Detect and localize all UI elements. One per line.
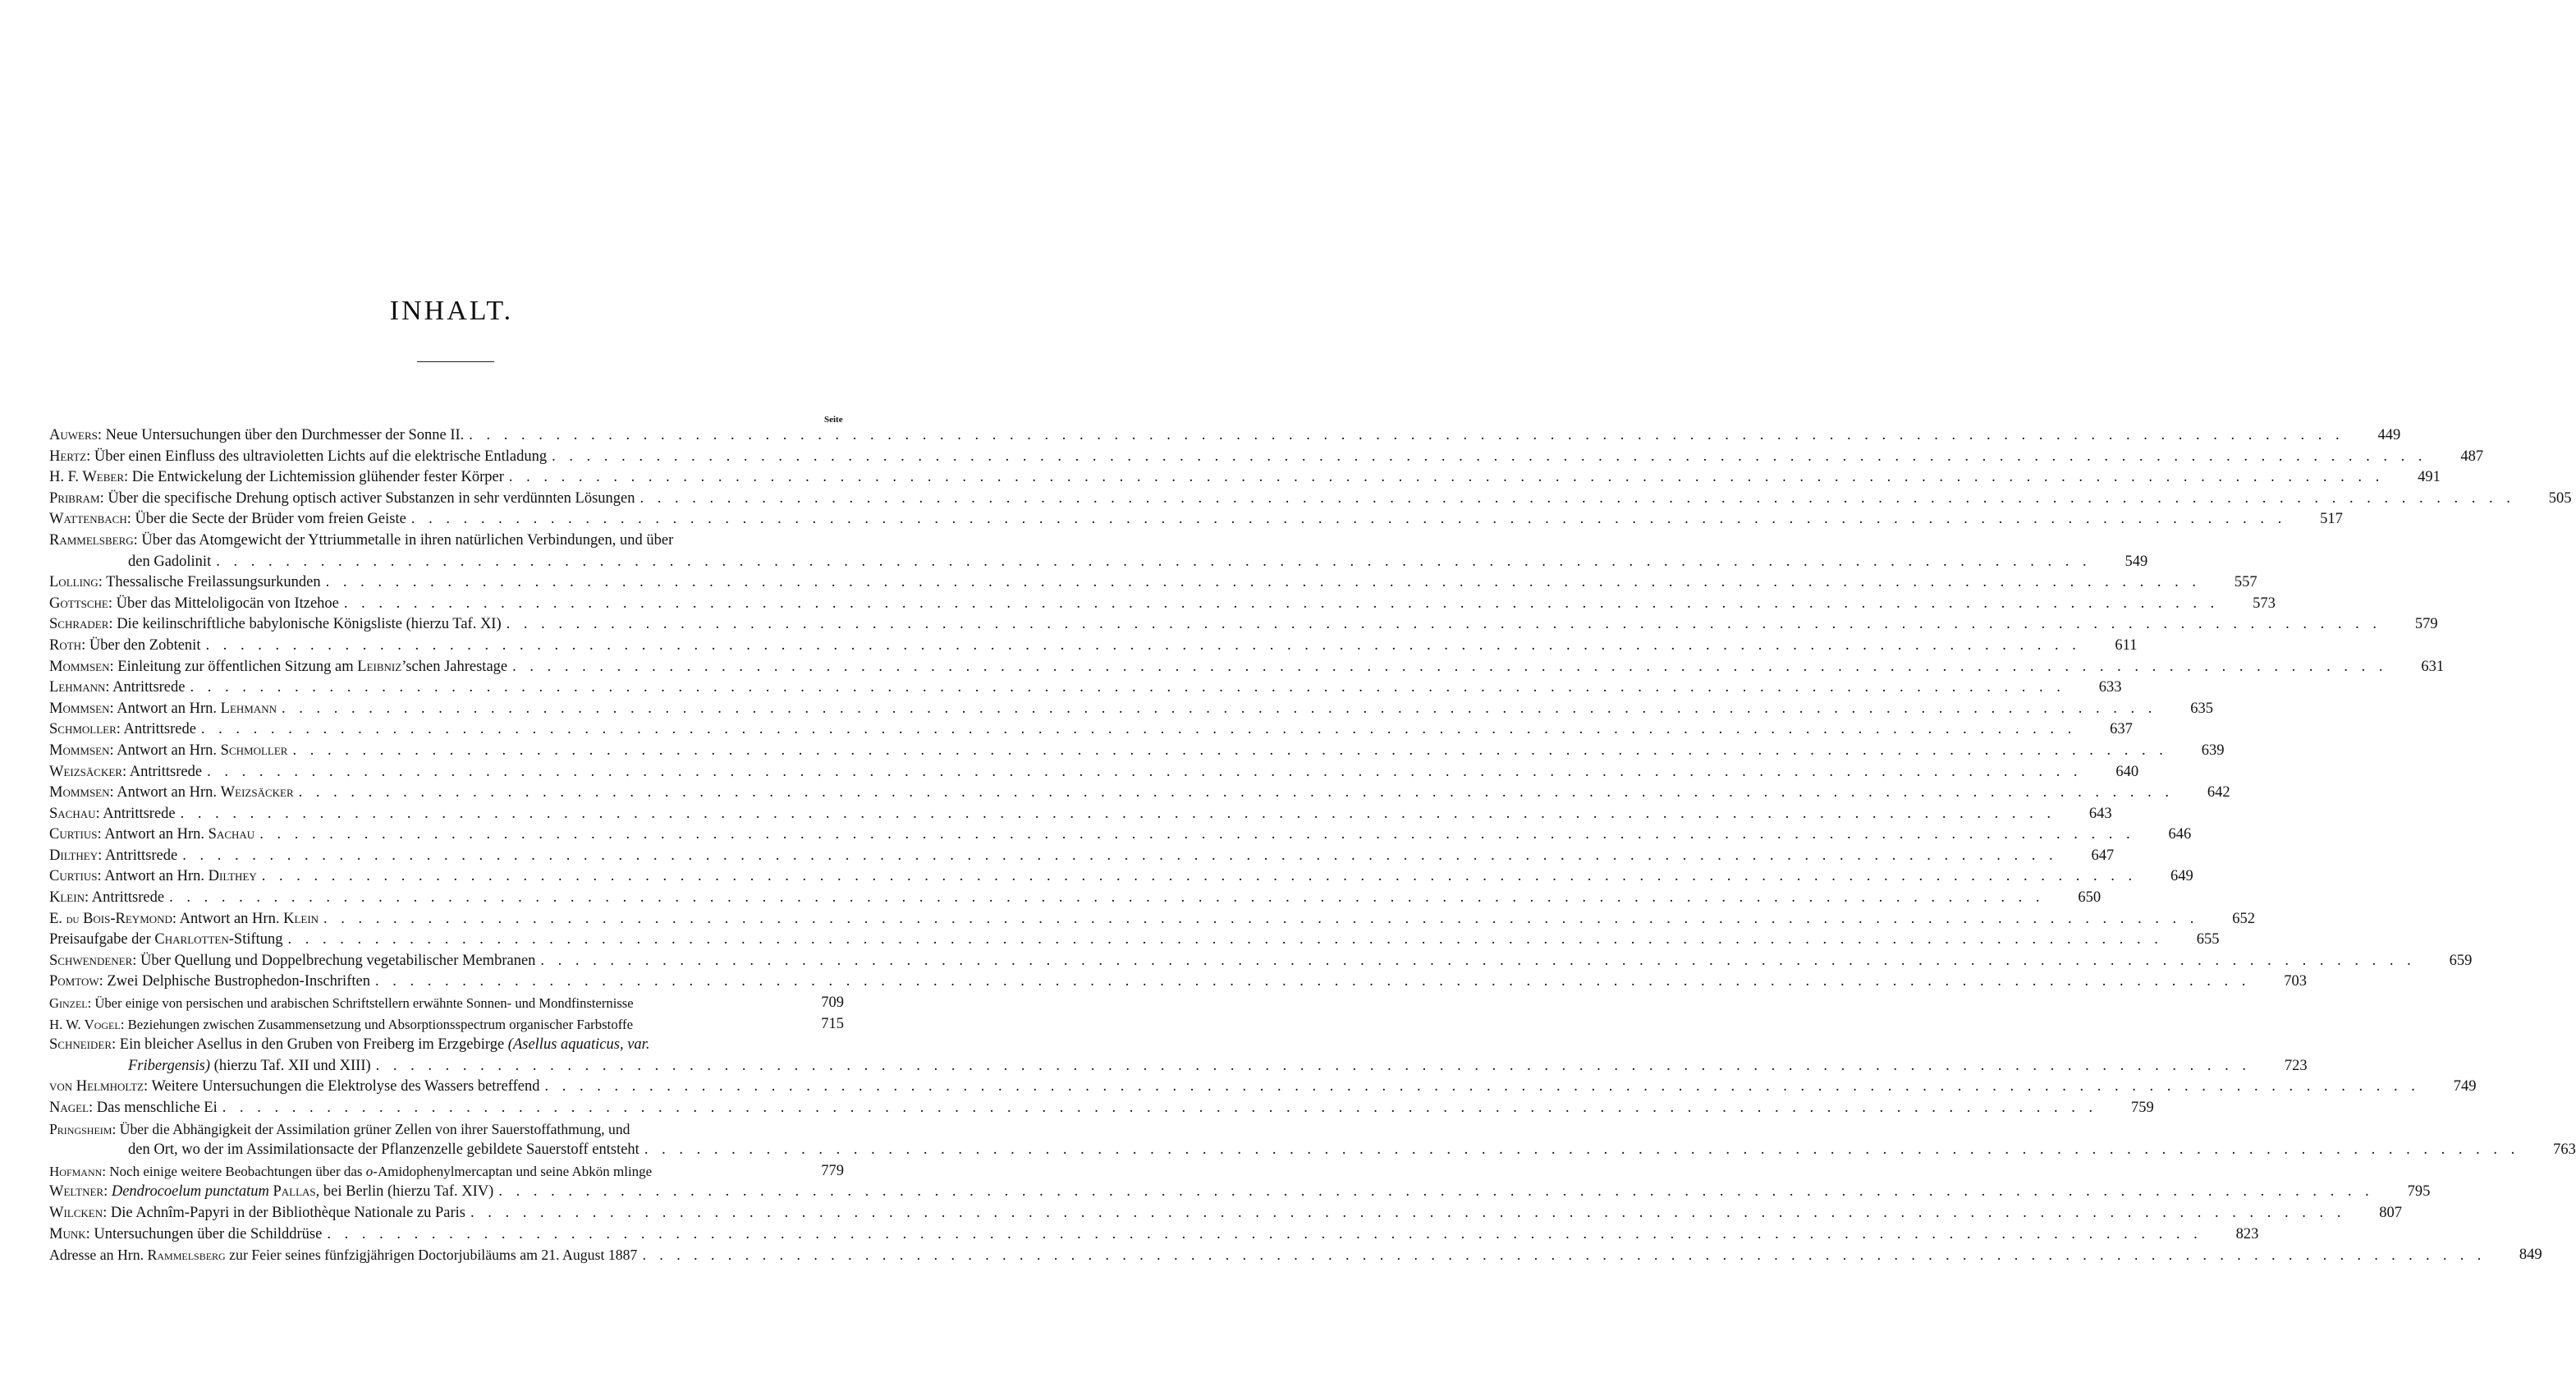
toc-entry: Pringsheim: Über die Abhängigkeit der Assimilation grüner Zellen von ihrer Sauerstoffathmung, und [49, 1120, 630, 1137]
entry-author: Gottsche [49, 595, 108, 612]
entry-title-name: Dilthey [208, 868, 257, 885]
entry-page: 557 [2234, 574, 2257, 591]
entry-title-name: Lehmann [220, 700, 277, 717]
leader-dots [344, 594, 2228, 615]
entry-author: Pribram [49, 489, 100, 507]
entry-author: Wattenbach [49, 511, 127, 528]
leader-dots [642, 1245, 2494, 1266]
toc-entry: Weizsäcker: Antrittsrede . . . 640 [49, 762, 844, 783]
entry-page: 640 [2115, 763, 2139, 780]
entry-title-continuation: den Ort, wo der im Assimilationsacte der Pflanzenzelle gebildete Sauerstoff entsteht [128, 1141, 639, 1159]
toc-entry: Hofmann: Noch einige weitere Beobachtungen über das o-Amidophenylmercaptan und seine Abkön mlinge 779 [49, 1161, 844, 1183]
entry-page: 659 [2449, 952, 2473, 969]
toc-entry: Lolling: Thessalische Freilassungsurkunden . . . 557 [49, 572, 844, 594]
leader-dots [201, 719, 2085, 741]
entry-page: 646 [2168, 826, 2192, 843]
entry-author: Rammelsberg [49, 531, 134, 549]
entry-title-name: Klein [283, 910, 319, 927]
entry-author: Weltner [49, 1183, 104, 1201]
leader-dots [288, 930, 2172, 951]
entry-author: Mommsen [49, 784, 110, 801]
toc-entry: H. F. Weber: Die Entwickelung der Lichtemission glühender fester Körper . . . 491 [49, 467, 844, 489]
entry-page: 652 [2232, 910, 2256, 927]
leader-dots [552, 447, 2436, 468]
entry-page: 723 [2284, 1057, 2308, 1074]
leader-dots [376, 1056, 2260, 1077]
entry-title-name: Rammelsberg [147, 1247, 226, 1264]
entry-title: Antwort an Hrn. [117, 700, 221, 717]
entry-title: Antrittsrede [112, 679, 186, 696]
entry-author: Weizsäcker [49, 763, 122, 780]
entry-author: Mommsen [49, 742, 110, 759]
entry-author: Schwendener [49, 952, 133, 969]
entry-page: 779 [821, 1162, 844, 1179]
entry-page: 631 [2421, 658, 2445, 675]
leader-dots [639, 993, 796, 1014]
toc-entry: von Helmholtz: Weitere Untersuchungen die Elektrolyse des Wassers betreffend . . . 749 [49, 1077, 844, 1098]
entry-title: Antwort an Hrn. [117, 742, 221, 759]
entry-page: 649 [2170, 868, 2193, 885]
entry-author: Mommsen [49, 700, 110, 717]
entry-title: Über die specifische Drehung optisch activer Substanzen in sehr verdünnten Lösungen [108, 489, 635, 507]
entry-title: Das menschliche Ei [96, 1100, 218, 1116]
entry-page: 449 [2377, 427, 2401, 443]
entry-page: 517 [2320, 511, 2343, 528]
toc-entry: Mommsen: Einleitung zur öffentlichen Sitzung am Leibniz’schen Jahrestage . . . 631 [49, 657, 844, 678]
entry-author: Schrader [49, 616, 109, 633]
toc-entry: Mommsen: Antwort an Hrn. Lehmann . . . 635 [49, 699, 844, 720]
entry-title: Über die Secte der Brüder vom freien Geiste [135, 511, 406, 528]
entry-author: Lehmann [49, 679, 106, 696]
entry-title: Antwort an Hrn. [179, 910, 284, 927]
toc-entry: Pribram: Über die specifische Drehung optisch activer Substanzen in sehr verdünnten Lösungen . . . 505 [49, 489, 844, 510]
entry-title-rest: zur Feier seines fünfzigjährigen Doctorjubiläums am 21. August 1887 [225, 1247, 638, 1264]
entry-title: Beziehungen zwischen Zusammensetzung und Absorptionsspectrum organischer Farbstoffe [127, 1016, 634, 1032]
leader-dots [205, 636, 2089, 657]
entry-title: Die keilinschriftliche babylonische Königsliste (hierzu Taf. XI) [117, 616, 502, 633]
toc-entry: Schneider: Ein bleicher Asellus in den Gruben von Freiberg im Erzgebirge (Asellus aquaticus, var. [49, 1036, 650, 1054]
toc-entry: E. du Bois-Reymond: Antwort an Hrn. Klein . . . 652 [49, 909, 844, 930]
entry-title: Antwort an Hrn. [104, 868, 209, 885]
column-header-seite: Seite [824, 415, 843, 425]
entry-author: Hofmann [49, 1163, 103, 1179]
toc-entry: Ginzel: Über einige von persischen und arabischen Schriftstellern erwähnte Sonnen- und Mondfinsternisse 709 [49, 993, 844, 1014]
entry-title-name: Schmoller [220, 742, 288, 759]
toc-entry-continuation [49, 1140, 2576, 1161]
entry-title: Antwort an Hrn. [117, 784, 221, 801]
entry-author: Lolling [49, 574, 99, 591]
entry-title-italic: (Asellus aquaticus, var. [507, 1036, 650, 1054]
entry-page: 639 [2201, 742, 2225, 759]
entry-title: Über das Atomgewicht der Yttriummetalle in ihren natürlichen Verbindungen, und über [141, 531, 674, 549]
entry-title-name: Weizsäcker [220, 784, 294, 801]
entry-title-italic-continuation: Fribergensis) [128, 1057, 211, 1074]
leader-dots [470, 1203, 2354, 1224]
entry-page: 573 [2253, 595, 2276, 612]
entry-title: Neue Untersuchungen über den Durchmesser der Sonne II. [105, 427, 465, 443]
entry-author: Schmoller [49, 721, 117, 738]
leader-dots [540, 951, 2424, 972]
entry-page: 650 [2078, 889, 2102, 907]
entry-author: Nagel [49, 1100, 89, 1116]
entry-title: Über Quellung und Doppelbrechung vegetabilischer Membranen [140, 952, 536, 969]
entry-author: Schneider [49, 1036, 112, 1054]
leader-dots [509, 467, 2393, 489]
entry-title-name: Pallas [273, 1183, 316, 1201]
entry-page: 703 [2284, 973, 2307, 990]
leader-dots [182, 846, 2066, 867]
entry-title: Über einen Einfluss des ultravioletten Lichts auf die elektrische Entladung [94, 448, 548, 465]
entry-author-prefix: E. [49, 910, 66, 927]
entry-author: Klein [49, 889, 85, 907]
toc-entry: Schmoller: Antrittsrede . . . 637 [49, 719, 844, 741]
leader-dots [644, 1140, 2528, 1161]
toc-entry: Gottsche: Über das Mitteloligocän von Itzehoe . . . 573 [49, 594, 844, 615]
page-title: INHALT. [389, 296, 514, 326]
leader-dots [190, 677, 2074, 699]
leader-dots [299, 783, 2183, 804]
entry-title: Zwei Delphische Bustrophedon-Inschriften [107, 973, 370, 990]
entry-page: 579 [2414, 616, 2438, 633]
leader-dots [327, 1224, 2211, 1246]
entry-title: Über das Mitteloligocän von Itzehoe [116, 595, 339, 612]
leader-dots [222, 1098, 2106, 1119]
entry-title-rest: , bei Berlin (hierzu Taf. XIV) [315, 1183, 494, 1201]
entry-title: Untersuchungen über die Schilddrüse [94, 1225, 323, 1242]
entry-page: 642 [2207, 784, 2230, 801]
entry-page: 709 [821, 994, 844, 1012]
leader-dots [207, 762, 2091, 783]
leader-dots [657, 1161, 796, 1183]
toc-entry-continuation [49, 1056, 2308, 1077]
entry-title: Antrittsrede [91, 889, 165, 907]
entry-title: Preisaufgabe der [49, 931, 155, 948]
toc-entry: Weltner: Dendrocoelum punctatum Pallas, bei Berlin (hierzu Taf. XIV) . . . 795 [49, 1182, 844, 1203]
entry-title: Über einige von persischen und arabischen Schriftstellern erwähnte Sonnen- und Mondfinsternisse [94, 995, 634, 1012]
entry-title-rest: -Amidophenylmercaptan und seine Abkön mlinge [373, 1163, 653, 1179]
toc-entry: Curtius: Antwort an Hrn. Dilthey . . . 649 [49, 866, 844, 888]
toc-entry: Munk: Untersuchungen über die Schilddrüse . . . 823 [49, 1224, 844, 1246]
entry-page: 849 [2519, 1247, 2542, 1264]
entry-page: 715 [821, 1015, 844, 1032]
toc-entry: Curtius: Antwort an Hrn. Sachau . . . 646 [49, 824, 844, 846]
leader-dots [282, 699, 2166, 720]
entry-author: Roth [49, 636, 82, 654]
table-of-contents [49, 425, 2576, 1266]
toc-entry: Schwendener: Über Quellung und Doppelbrechung vegetabilischer Membranen . . . 659 [49, 951, 844, 972]
entry-page: 759 [2130, 1100, 2154, 1116]
entry-page: 491 [2418, 469, 2441, 486]
entry-page: 823 [2235, 1225, 2259, 1242]
leader-dots [262, 866, 2146, 888]
toc-entry-continuation [49, 552, 2148, 573]
entry-title: Antrittsrede [104, 847, 178, 864]
toc-entry: Pomtow: Zwei Delphische Bustrophedon-Inschriften . . . 703 [49, 971, 844, 993]
leader-dots [375, 971, 2259, 993]
entry-page: 611 [2115, 636, 2138, 654]
leader-dots [545, 1077, 2429, 1098]
entry-title-name: Leibniz [357, 658, 402, 675]
toc-entry: Mommsen: Antwort an Hrn. Schmoller . . . 639 [49, 741, 844, 762]
entry-title: Noch einige weitere Beobachtungen über das [109, 1163, 366, 1179]
entry-title-italic: Dendrocoelum punctatum [111, 1183, 269, 1201]
entry-title-continuation: den Gadolinit [128, 553, 212, 570]
entry-page: 487 [2460, 448, 2484, 465]
entry-author: Dilthey [49, 847, 99, 864]
entry-title: Antwort an Hrn. [104, 826, 209, 843]
toc-entry [49, 930, 2220, 951]
entry-title: Die Achnîm-Papyri in der Bibliothèque Nationale zu Paris [110, 1204, 465, 1221]
entry-author: Auwers [49, 427, 98, 443]
entry-page: 633 [2098, 679, 2122, 696]
toc-entry: Auwers: Neue Untersuchungen über den Durchmesser der Sonne II. . . . 449 [49, 425, 844, 447]
leader-dots [326, 572, 2210, 594]
leader-dots [640, 489, 2524, 510]
entry-author: Wilcken [49, 1204, 103, 1221]
leader-dots [292, 741, 2176, 762]
toc-entry: Dilthey: Antrittsrede . . . 647 [49, 846, 844, 867]
toc-entry [49, 1245, 2542, 1266]
entry-title-name: Sachau [208, 826, 255, 843]
entry-page: 795 [2407, 1183, 2431, 1201]
entry-title-italic: o [365, 1163, 374, 1179]
entry-author: H. F. Weber [49, 469, 125, 486]
toc-entry: Wattenbach: Über die Secte der Brüder vom freien Geiste . . . 517 [49, 509, 844, 530]
toc-entry: Wilcken: Die Achnîm-Papyri in der Bibliothèque Nationale zu Paris . . . 807 [49, 1203, 844, 1224]
toc-entry: Lehmann: Antrittsrede . . . 633 [49, 677, 844, 699]
title-divider [417, 361, 494, 362]
entry-author-particle: du [66, 912, 80, 926]
entry-author: H. W. Vogel [49, 1016, 121, 1032]
entry-author: Bois-Reymond [83, 910, 172, 927]
toc-entry: Schrader: Die keilinschriftliche babylonische Königsliste (hierzu Taf. XI) . . . 579 [49, 614, 844, 636]
entry-page: 635 [2190, 700, 2214, 717]
entry-title: Ein bleicher Asellus in den Gruben von Freiberg im Erzgebirge [119, 1036, 505, 1054]
leader-dots [506, 614, 2390, 636]
entry-author: Pomtow [49, 973, 99, 990]
toc-entry: Rammelsberg: Über das Atomgewicht der Yttriummetalle in ihren natürlichen Verbindungen, und über [49, 531, 674, 549]
entry-title-continuation: (hierzu Taf. XII und XIII) [213, 1057, 371, 1074]
entry-author: Hertz [49, 448, 87, 465]
entry-title: Adresse an Hrn. [49, 1247, 148, 1264]
entry-title: Antrittsrede [103, 805, 176, 822]
toc-entry: Nagel: Das menschliche Ei . . . 759 [49, 1098, 844, 1119]
entry-title: Einleitung zur öffentlichen Sitzung am [117, 658, 358, 675]
entry-author: Munk [49, 1225, 86, 1242]
entry-author: von Helmholtz [49, 1078, 144, 1095]
toc-entry: Sachau: Antrittsrede . . . 643 [49, 804, 844, 825]
entry-author: Mommsen [49, 658, 110, 675]
leader-dots [169, 888, 2053, 909]
entry-author: Curtius [49, 826, 98, 843]
leader-dots [323, 909, 2207, 930]
toc-entry: Mommsen: Antwort an Hrn. Weizsäcker . . . 642 [49, 783, 844, 804]
toc-entry: Hertz: Über einen Einfluss des ultravioletten Lichts auf die elektrische Entladung . . . 487 [49, 447, 844, 468]
entry-title: Über den Zobtenit [89, 636, 201, 654]
entry-title-rest: ’schen Jahrestage [401, 658, 508, 675]
entry-author: Pringsheim [49, 1120, 112, 1137]
entry-page: 807 [2379, 1204, 2402, 1221]
entry-page: 647 [2091, 847, 2115, 864]
entry-author: Ginzel [49, 995, 88, 1012]
entry-title: Über die Abhängigkeit der Assimilation grüner Zellen von ihrer Sauerstoffathmung, und [119, 1120, 630, 1137]
entry-title: Die Entwickelung der Lichtemission glühender fester Körper [131, 469, 504, 486]
entry-author: Sachau [49, 805, 96, 822]
leader-dots [498, 1182, 2382, 1203]
entry-page: 655 [2196, 931, 2220, 948]
leader-dots [411, 509, 2295, 530]
leader-dots [469, 425, 2353, 447]
leader-dots [512, 657, 2396, 678]
entry-page: 749 [2453, 1078, 2477, 1095]
toc-entry: H. W. Vogel: Beziehungen zwischen Zusammensetzung und Absorptionsspectrum organischer Farbstoffe 715 [49, 1014, 844, 1036]
entry-title-rest: -Stiftung [228, 931, 283, 948]
entry-page: 505 [2548, 489, 2572, 507]
entry-page: 637 [2110, 721, 2133, 738]
entry-page: 643 [2088, 805, 2112, 822]
entry-title-name: Charlotten [154, 931, 229, 948]
entry-title: Thessalische Freilassungsurkunden [106, 574, 321, 591]
leader-dots [259, 824, 2143, 846]
leader-dots [638, 1014, 796, 1036]
entry-title: Weitere Untersuchungen die Elektrolyse des Wassers betreffend [151, 1078, 540, 1095]
entry-page: 763 [2553, 1141, 2576, 1159]
toc-entry: Klein: Antrittsrede . . . 650 [49, 888, 844, 909]
leader-dots [181, 804, 2065, 825]
entry-author: Curtius [49, 868, 98, 885]
entry-title: Antrittsrede [129, 763, 203, 780]
entry-title: Antrittsrede [123, 721, 196, 738]
toc-entry: Roth: Über den Zobtenit . . . 611 [49, 636, 844, 657]
entry-page: 549 [2125, 553, 2148, 570]
leader-dots [216, 552, 2100, 573]
